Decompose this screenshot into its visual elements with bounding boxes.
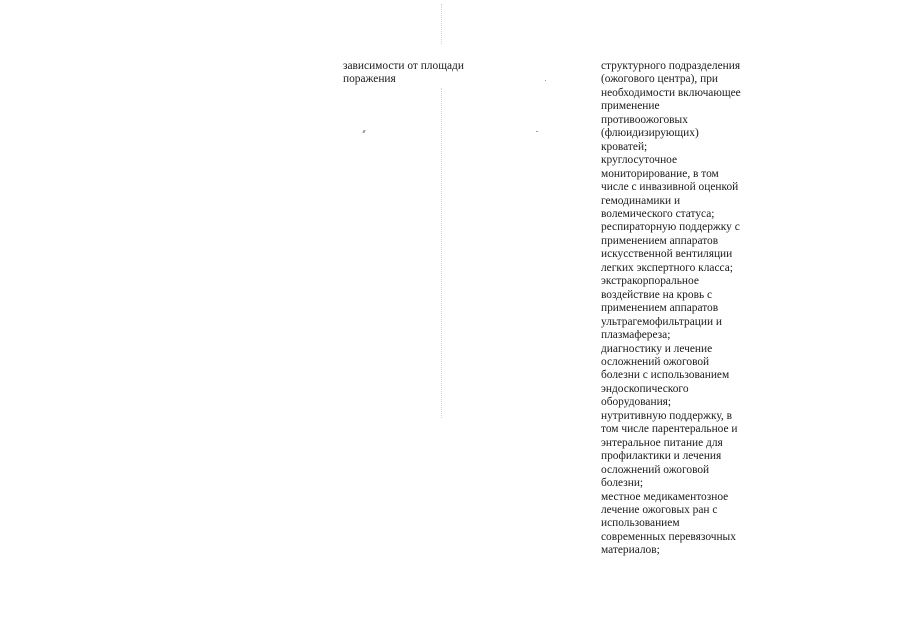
text-line: эндоскопического [601,382,689,395]
text-line: ультрагемофильтрации и [601,315,723,328]
text-line: плазмафереза; [601,329,671,342]
text-line: болезни; [601,477,644,490]
text-line: материалов; [601,544,660,557]
text-line: поражения [343,73,396,86]
text-line: противоожоговых [601,113,688,126]
text-line: профилактики и лечения [601,450,722,463]
scan-artifact-mark [545,80,546,81]
text-line: искусственной вентиляции [601,248,733,261]
text-line: местное медикаментозное [601,490,729,503]
scan-artifact-line [441,4,443,44]
text-line: энтеральное питание для [601,436,723,449]
text-line: необходимости включающее [601,86,741,99]
scan-artifact-line [441,88,443,418]
text-line: круглосуточное [601,154,678,167]
text-line: лечение ожоговых ран с [601,503,718,516]
text-line: применением аппаратов [601,234,719,247]
text-line: воздействие на кровь с [601,288,713,301]
text-line: структурного подразделения [601,60,741,72]
scan-artifact-mark [362,130,365,133]
text-line: оборудования; [601,396,672,409]
text-line: диагностику и лечение [601,342,713,355]
text-line: мониторирование, в том [601,167,719,180]
text-line: экстракорпоральное [601,275,699,288]
text-line: использованием [601,517,680,530]
text-line: (ожогового центра), при [601,73,718,86]
text-line: легких экспертного класса; [601,261,733,274]
text-line: волемического статуса; [601,207,715,220]
scan-artifact-mark [536,131,538,132]
text-line: зависимости от площади [343,60,464,72]
text-line: том числе парентеральное и [601,423,738,436]
text-line: гемодинамики и [601,194,681,207]
text-line: респираторную поддержку с [601,221,740,234]
text-line: кроватей; [601,140,648,153]
text-line: применение [601,100,660,113]
text-line: нутритивную поддержку, в [601,409,732,422]
text-line: современных перевязочных [601,530,736,543]
text-line: болезни с использованием [601,369,730,382]
text-line: осложнений ожоговой [601,463,710,476]
left-column-text [343,60,464,87]
text-line: осложнений ожоговой [601,355,710,368]
right-column-text [601,60,741,558]
text-line: числе с инвазивной оценкой [601,181,739,194]
text-line: (флюидизирующих) [601,127,699,140]
text-line: применением аппаратов [601,302,719,315]
